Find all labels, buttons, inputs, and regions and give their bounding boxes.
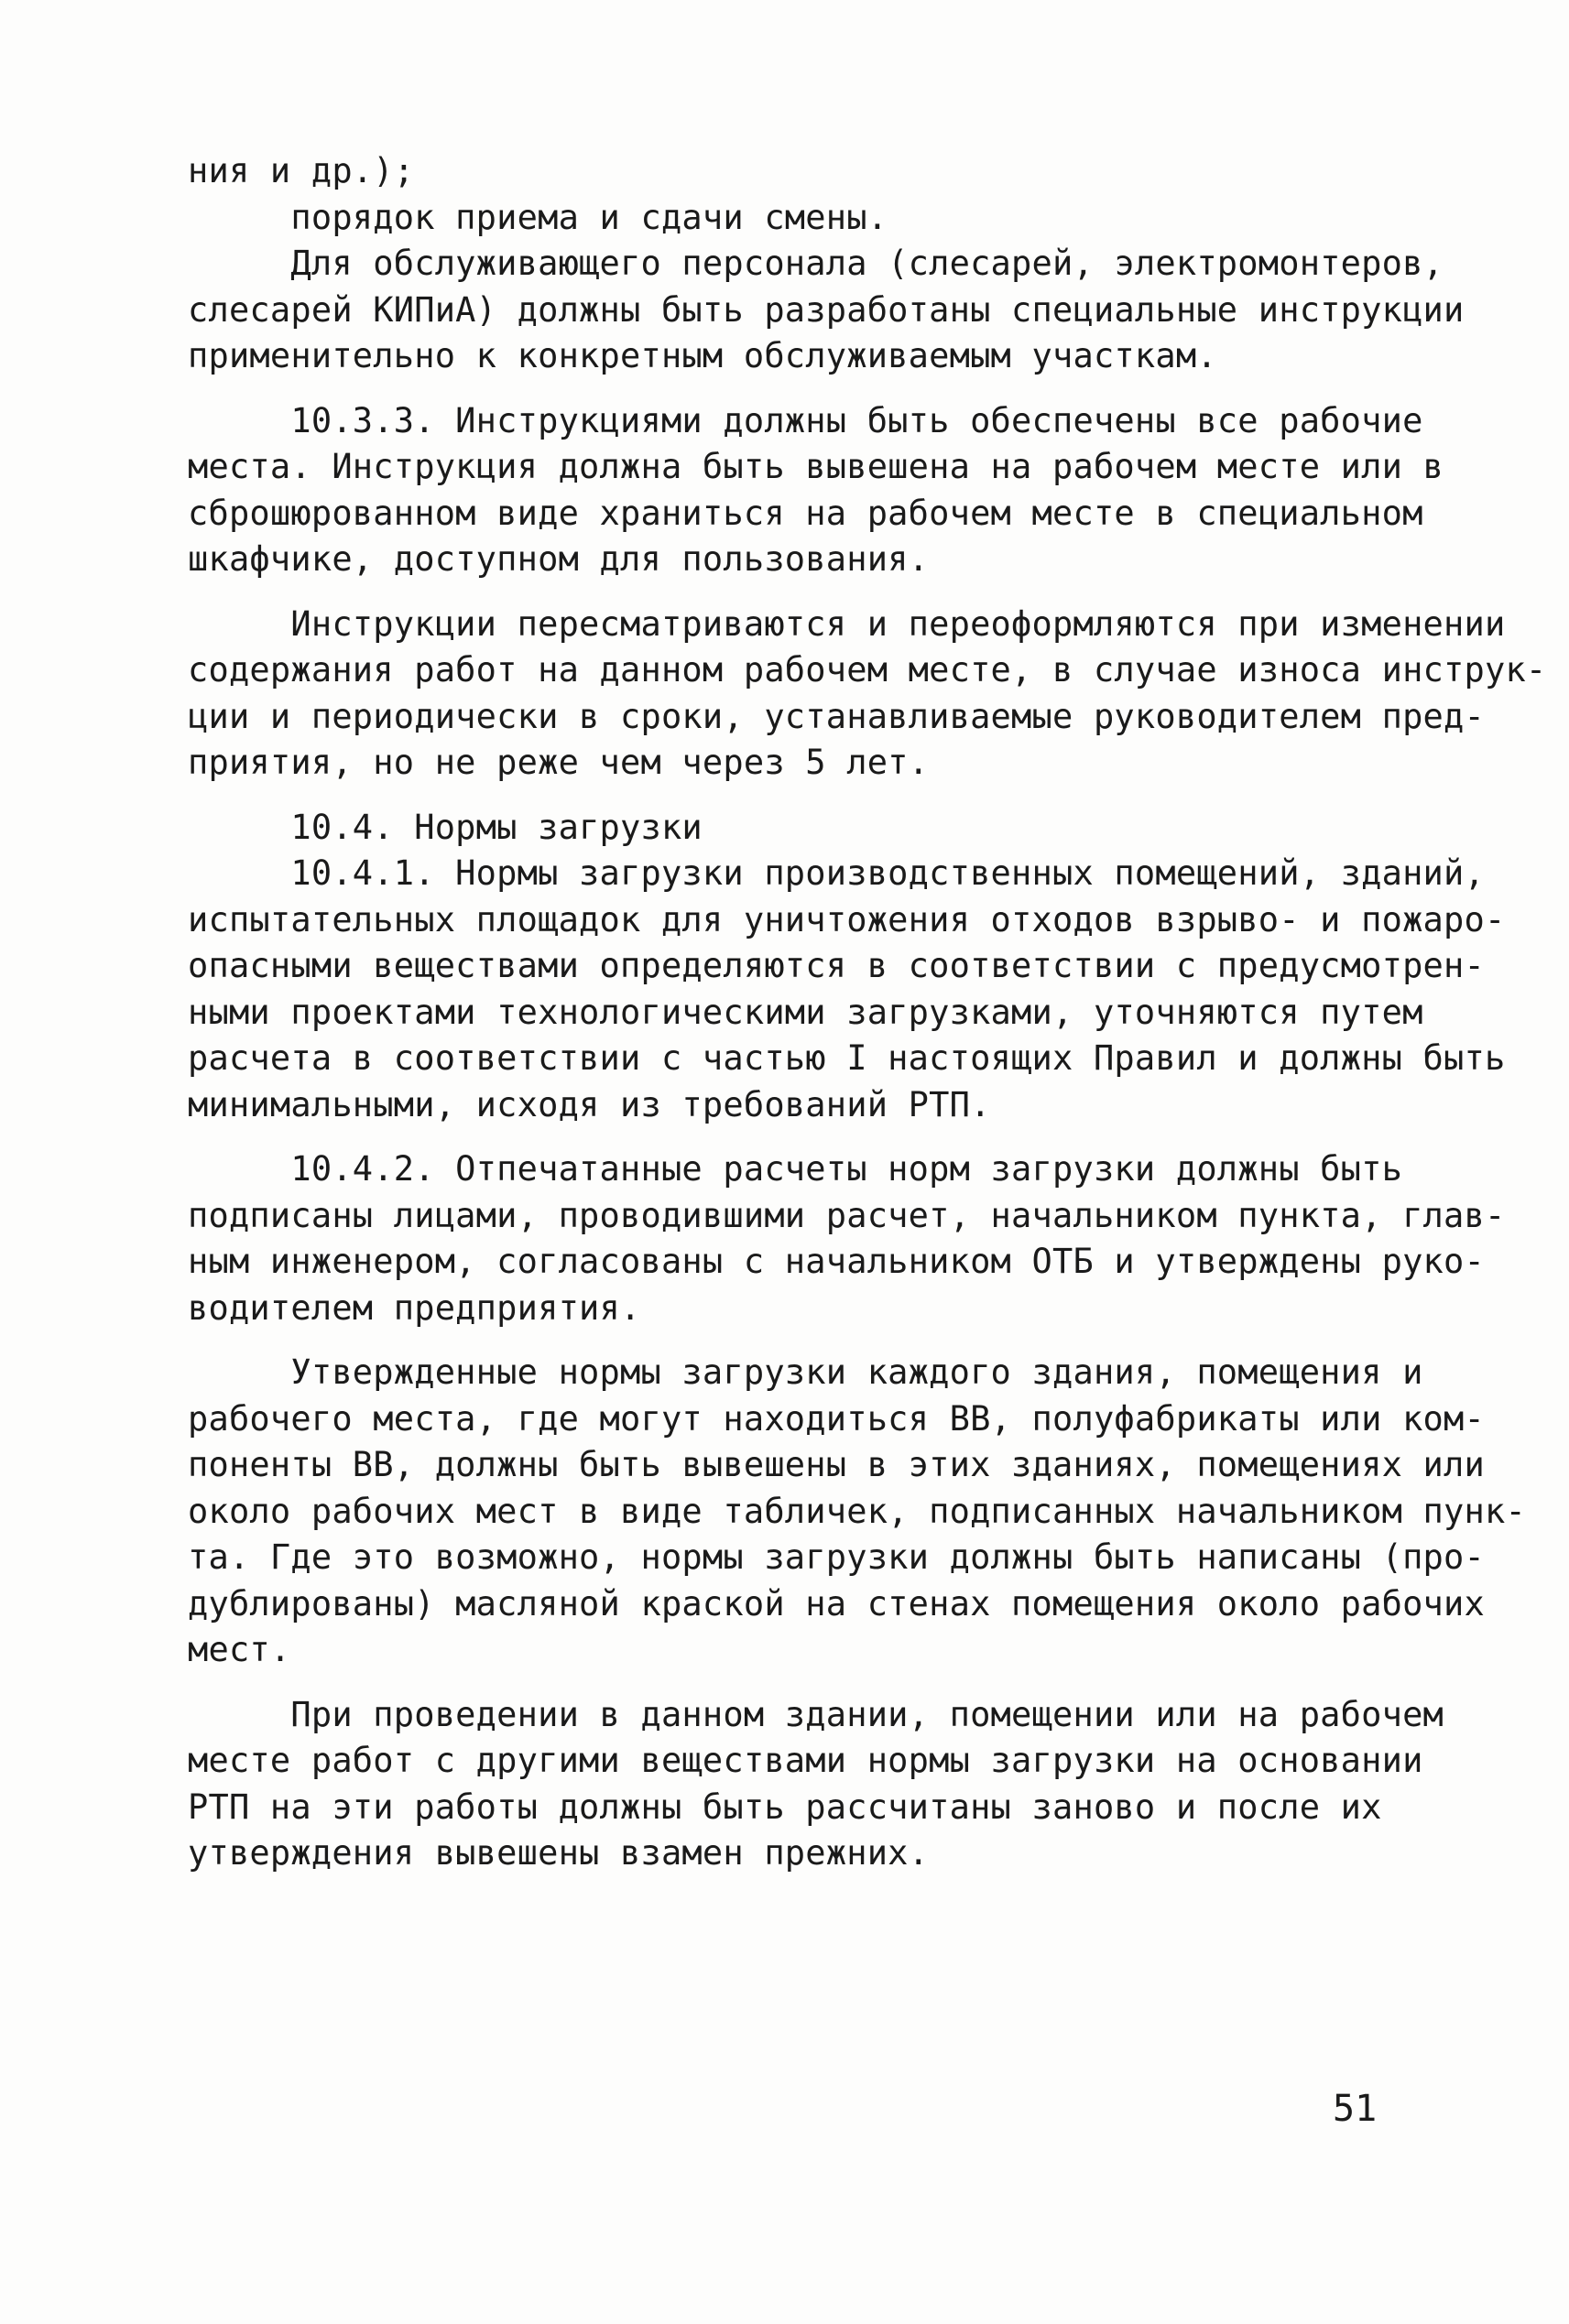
- text-line: расчета в соответствии с частью I настоящих Правил и должны быть: [188, 1038, 1506, 1078]
- text-line: испытательных площадок для уничтожения отходов взрыво- и пожаро-: [188, 899, 1506, 939]
- text-line: около рабочих мест в виде табличек, подписанных начальником пунк-: [188, 1491, 1526, 1531]
- text-line: опасными веществами определяются в соответствии с предусмотрен-: [188, 946, 1485, 985]
- text-line: порядок приема и сдачи смены.: [188, 197, 888, 237]
- text-line: та. Где это возможно, нормы загрузки должны быть написаны (про-: [188, 1537, 1485, 1577]
- text-line: минимальными, исходя из требований РТП.: [188, 1084, 991, 1124]
- text-line: ции и периодически в сроки, устанавливаемые руководителем пред-: [188, 696, 1485, 736]
- text-line: места. Инструкция должна быть вывешена на рабочем месте или в: [188, 447, 1444, 486]
- text-line: дублированы) масляной краской на стенах помещения около рабочих: [188, 1583, 1485, 1624]
- text-line: 10.4.1. Нормы загрузки производственных помещений, зданий,: [188, 853, 1485, 893]
- body-text: [188, 148, 1547, 1877]
- text-line: утверждения вывешены взамен прежних.: [188, 1833, 930, 1873]
- text-line: водителем предприятия.: [188, 1287, 641, 1328]
- text-line: приятия, но не реже чем через 5 лет.: [188, 743, 930, 782]
- text-line: рабочего места, где могут находиться ВВ, полуфабрикаты или ком-: [188, 1398, 1485, 1439]
- text-line: поненты ВВ, должны быть вывешены в этих зданиях, помещениях или: [188, 1445, 1485, 1484]
- text-line: Инструкции пересматриваются и переоформляются при изменении: [188, 603, 1506, 644]
- text-line: слесарей КИПиА) должны быть разработаны специальные инструкции: [188, 289, 1465, 330]
- text-line: шкафчике, доступном для пользования.: [188, 539, 930, 579]
- text-line: применительно к конкретным обслуживаемым участкам.: [188, 336, 1217, 375]
- text-line: содержания работ на данном рабочем месте, в случае износа инструк-: [188, 650, 1547, 690]
- text-line: мест.: [188, 1630, 291, 1669]
- text-line: сброшюрованном виде храниться на рабочем месте в специальном: [188, 493, 1423, 533]
- text-line: При проведении в данном здании, помещении или на рабочем: [188, 1694, 1444, 1734]
- section-heading: 10.4. Нормы загрузки: [188, 807, 703, 847]
- text-line: Утвержденные нормы загрузки каждого здания, помещения и: [188, 1352, 1423, 1392]
- text-line: ными проектами технологическими загрузками, уточняются путем: [188, 992, 1423, 1032]
- text-line: подписаны лицами, проводившими расчет, начальником пункта, глав-: [188, 1195, 1506, 1235]
- text-line: месте работ с другими веществами нормы загрузки на основании: [188, 1741, 1423, 1780]
- text-line: ния и др.);: [188, 151, 415, 190]
- text-line: 10.4.2. Отпечатанные расчеты норм загрузки должны быть: [188, 1149, 1403, 1189]
- text-line: 10.3.3. Инструкциями должны быть обеспечены все рабочие: [188, 400, 1423, 440]
- text-line: ным инженером, согласованы с начальником ОТБ и утверждены руко-: [188, 1242, 1485, 1281]
- page-number: 51: [1333, 2088, 1378, 2130]
- text-line: РТП на эти работы должны быть рассчитаны заново и после их: [188, 1786, 1382, 1827]
- text-line: Для обслуживающего персонала (слесарей, электромонтеров,: [188, 244, 1444, 283]
